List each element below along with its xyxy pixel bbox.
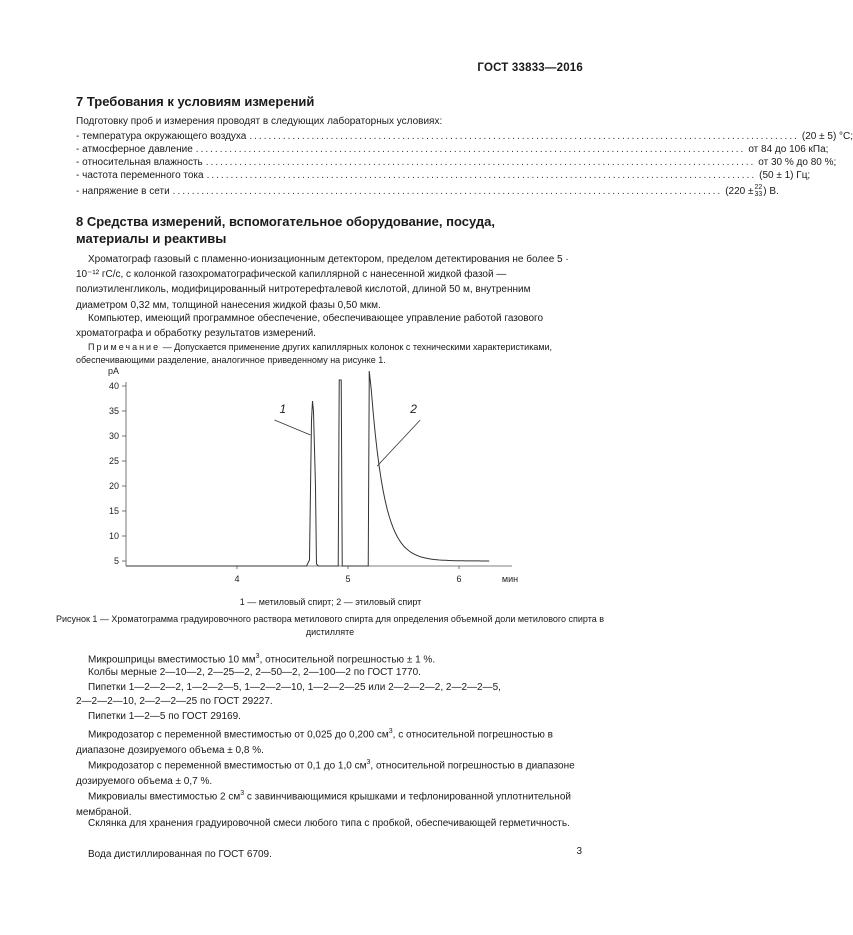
figure-legend: 1 — метиловый спирт; 2 — этиловый спирт: [239, 597, 422, 607]
leader-dots: ...................................................................................................................: [249, 131, 799, 142]
leader-dots: ...................................................................................................................: [206, 170, 757, 181]
y-tick-label: 15: [108, 506, 119, 516]
condition-label: - относительная влажность: [76, 157, 203, 168]
y-tick-label: 5: [113, 556, 119, 566]
section-7-intro: Подготовку проб и измерения проводят в следующих лабораторных условиях:: [76, 116, 443, 127]
condition-label: - температура окружающего воздуха: [76, 131, 247, 142]
bottle-paragraph: Склянка для хранения градуировочной смеси любого типа с пробкой, обеспечивающей герметичность.: [88, 818, 570, 829]
peak-1-leader: [274, 420, 310, 435]
y-tick-label: 25: [108, 456, 119, 466]
condition-row: [76, 169, 811, 183]
standard-number: ГОСТ 33833—2016: [477, 62, 583, 74]
condition-value: (20 ± 5) °С;: [801, 131, 853, 142]
chromatogram-trace: [126, 371, 489, 566]
y-tick-label: 10: [108, 531, 119, 541]
peak-1-label: 1: [279, 402, 287, 416]
x-tick-label: 4: [234, 574, 240, 584]
y-tick-label: 40: [108, 381, 119, 391]
y-tick-label: 30: [108, 431, 119, 441]
pipettes-1-2-5-paragraph: Пипетки 1—2—5 по ГОСТ 29169.: [88, 711, 241, 722]
leader-dots: ...................................................................................................................: [205, 157, 756, 168]
chromatograph-paragraph: Хроматограф газовый с пламенно-ионизационным детектором, пределом детектирования не более 5 · 10⁻¹² гС/с, с колонкой газохроматографической капиллярной с нанесенной жидкой фазой — полиэтиленгликоль, модифицированный нитротерефталевой кислотой, длиной 50 м, внутренним диаметром 0,32 мм, толщиной нанесения жидкой фазы 0,50 мкм.: [76, 254, 569, 311]
peak-2-label: 2: [410, 402, 417, 416]
condition-value: (220 ± 22 33 ) В.: [725, 184, 779, 199]
leader-dots: ...................................................................................................................: [172, 186, 723, 197]
pipettes-paragraph-line1: Пипетки 1—2—2—2, 1—2—2—5, 1—2—2—10, 1—2—2—25 или 2—2—2—2, 2—2—2—5,: [88, 682, 501, 693]
peak-2-leader: [377, 420, 420, 466]
flasks-paragraph: Колбы мерные 2—10—2, 2—25—2, 2—50—2, 2—100—2 по ГОСТ 1770.: [88, 667, 421, 678]
condition-value: от 84 до 106 кПа;: [748, 144, 829, 155]
y-axis-label: pA: [107, 366, 119, 376]
condition-row: [76, 156, 837, 170]
section-8-title: 8 Средства измерений, вспомогательное оборудование, посуда, материалы и реактивы: [76, 214, 495, 246]
x-axis-label: мин: [501, 574, 519, 584]
condition-row: [76, 130, 853, 144]
microsyringe-paragraph: Микрошприцы вместимостью 10 $мм^3$, относительной погрешностью ± 1 %.: [88, 653, 436, 666]
y-tick-label: 35: [108, 406, 119, 416]
pipettes-paragraph-line2: 2—2—2—10, 2—2—2—25 по ГОСТ 29227.: [76, 696, 273, 707]
chromatogram: [0, 366, 661, 600]
condition-value: от 30 % до 80 %;: [758, 157, 837, 168]
x-tick-label: 6: [456, 574, 462, 584]
computer-paragraph: Компьютер, имеющий программное обеспечение, обеспечивающее управление работой газового хроматографа и обработку результатов измерений.: [76, 313, 544, 340]
condition-value: (50 ± 1) Гц;: [759, 170, 811, 181]
condition-label: - частота переменного тока: [76, 170, 204, 181]
x-tick-label: 5: [345, 574, 351, 584]
microdoser-1-paragraph: Микродозатор с переменной вместимостью от 0,025 до 0,200 $см^3$, с относительной погрешностью в диапазоне дозируемого объема ± 0,8 %.: [76, 728, 553, 756]
condition-row: [76, 183, 779, 200]
leader-dots: ...................................................................................................................: [195, 144, 746, 155]
section-7-title: 7 Требования к условиям измерений: [76, 94, 315, 109]
condition-label: - напряжение в сети: [76, 186, 170, 197]
microdoser-2-paragraph: Микродозатор с переменной вместимостью от 0,1 до 1,0 $см^3$, относительной погрешностью в диапазоне дозируемого объема ± 0,7 %.: [76, 759, 575, 787]
condition-label: - атмосферное давление: [76, 144, 193, 155]
note: Примечание — Допускается применение других капиллярных колонок с техническими характеристиками, обеспечивающими разделение, аналогичное приведенному на рисунке 1.: [76, 342, 553, 365]
page-number: 3: [576, 846, 582, 857]
y-tick-label: 20: [108, 481, 119, 491]
figure-caption: Рисунок 1 — Хроматограмма градуировочного раствора метилового спирта для определения объемной доли метилового спирта в дистилляте: [55, 614, 605, 637]
water-paragraph: Вода дистиллированная по ГОСТ 6709.: [88, 849, 272, 860]
condition-row: [76, 143, 829, 157]
microvials-paragraph: Микровиалы вместимостью 2 $см^3$ с завинчивающимися крышками и тефлонированной уплотнительной мембраной.: [76, 790, 571, 818]
